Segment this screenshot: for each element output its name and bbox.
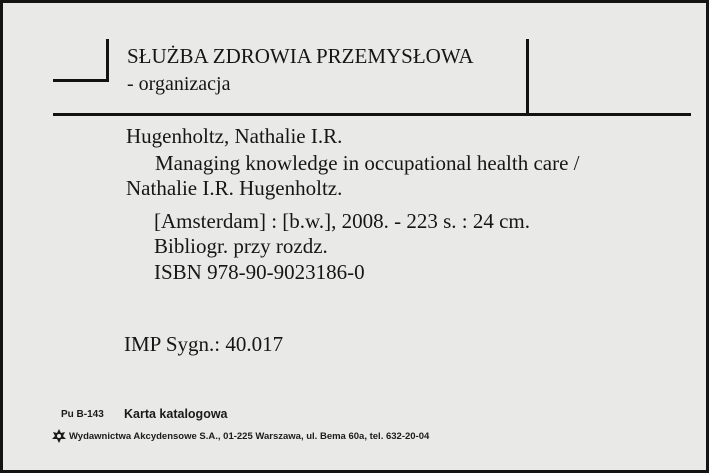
heading-corner-mark-horizontal xyxy=(53,79,109,82)
printer-info: Wydawnictwa Akcydensowe S.A., 01-225 Warszawa, ul. Bema 60a, tel. 632-20-04 xyxy=(69,431,430,442)
heading-right-rule xyxy=(526,39,529,115)
record-title-line-2: Nathalie I.R. Hugenholtz. xyxy=(126,176,343,200)
heading-divider xyxy=(53,113,691,116)
record-author: Hugenholtz, Nathalie I.R. xyxy=(126,124,343,148)
form-name: Karta katalogowa xyxy=(124,407,228,421)
record-isbn: ISBN 978-90-9023186-0 xyxy=(154,260,365,284)
shelfmark: IMP Sygn.: 40.017 xyxy=(124,332,284,356)
subject-subheading: - organizacja xyxy=(127,73,231,95)
record-title-line-1: Managing knowledge in occupational health care / xyxy=(155,151,580,175)
publisher-logo-icon xyxy=(51,428,67,444)
form-code: Pu B-143 xyxy=(61,409,104,420)
heading-corner-mark-vertical xyxy=(106,39,109,82)
record-note: Bibliogr. przy rozdz. xyxy=(154,234,328,258)
subject-heading: SŁUŻBA ZDROWIA PRZEMYSŁOWA xyxy=(127,44,474,68)
record-imprint: [Amsterdam] : [b.w.], 2008. - 223 s. : 24 cm. xyxy=(154,209,530,233)
